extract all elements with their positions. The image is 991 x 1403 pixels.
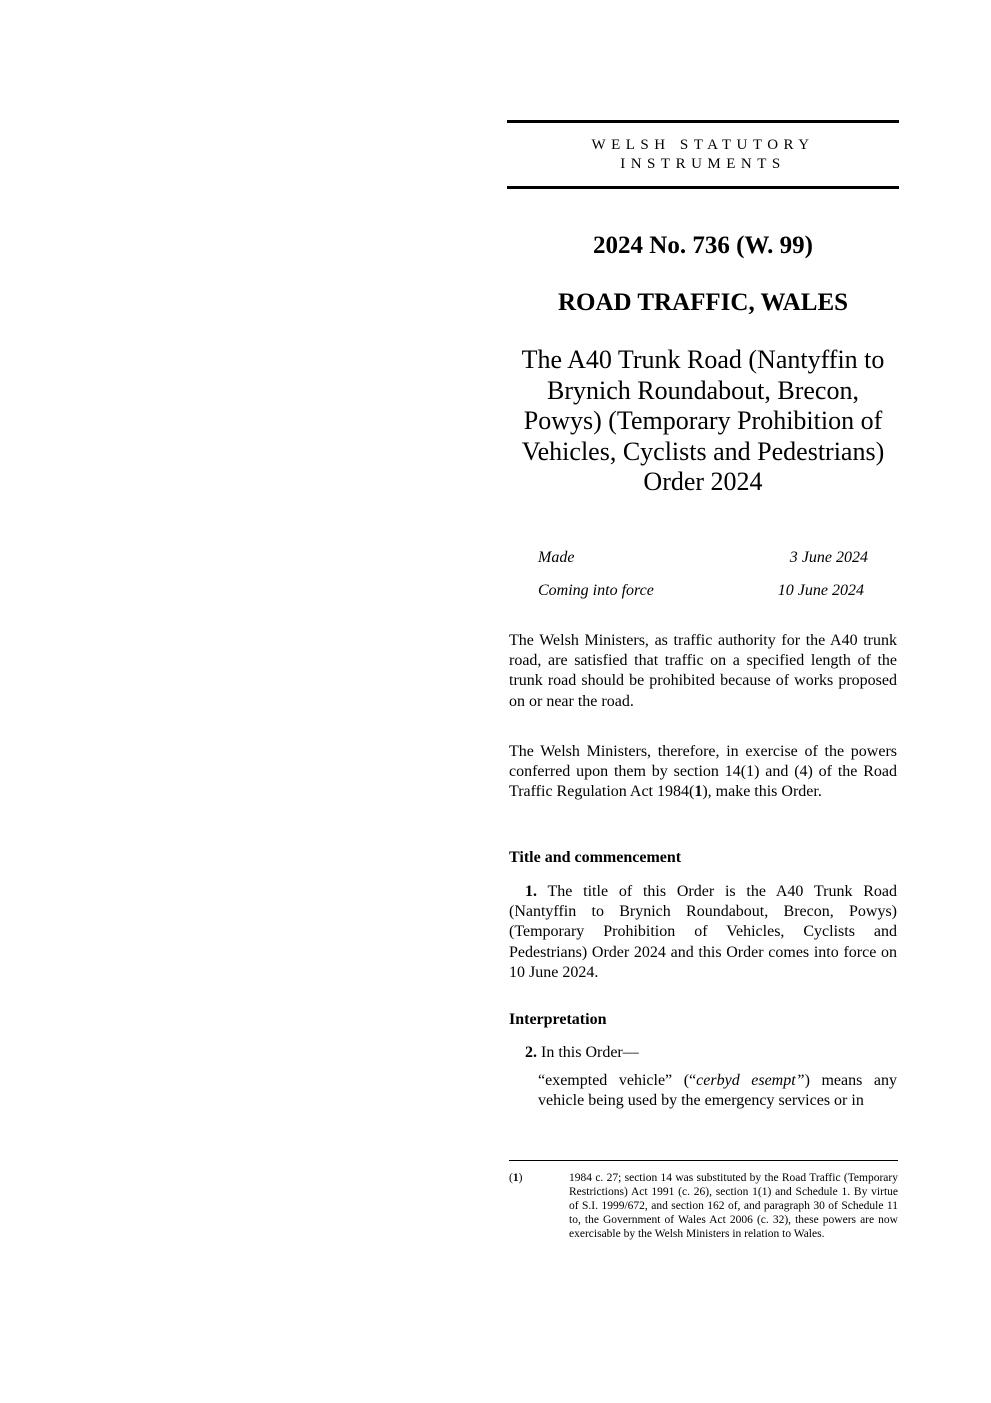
title-line: Brynich Roundabout, Brecon, (547, 375, 859, 405)
footnote-marker-number: 1 (512, 1172, 519, 1184)
definition-term: “exempted vehicle” (“ (538, 1072, 697, 1089)
header-top-rule (507, 120, 899, 123)
header-bottom-rule (507, 186, 899, 189)
definition-welsh-term: cerbyd esempt” (696, 1072, 805, 1089)
preamble-text-2-end: ), make this Order. (702, 783, 822, 801)
section-number: 2. (525, 1044, 537, 1061)
section-heading-title: Title and commencement (509, 849, 682, 866)
series-line-2: INSTRUMENTS (620, 156, 786, 172)
force-row (538, 582, 868, 602)
made-label: Made (538, 549, 575, 566)
section-1-body: The title of this Order is the A40 Trunk Road (Nantyffin to Brynich Roundabout, Brecon, Powys) (Temporary Prohibition of Vehicles, Cyclists and Pedestrians) Order 2024 and this Order comes into force on 10 June 2024. (509, 883, 897, 981)
section-2-text (509, 1043, 897, 1063)
footnote-reference[interactable]: 1 (694, 783, 703, 801)
footnote-marker-open: ( (509, 1172, 513, 1184)
subject-heading: ROAD TRAFFIC, WALES (557, 289, 849, 316)
title-line: The A40 Trunk Road (Nantyffin to (521, 345, 885, 374)
section-heading-interpretation: Interpretation (509, 1011, 607, 1028)
series-line-1: WELSH STATUTORY (591, 137, 815, 153)
preamble-paragraph-2 (509, 742, 897, 803)
section-1-paragraph (509, 882, 897, 983)
preamble-paragraph-1 (509, 631, 897, 712)
footnote-marker (509, 1171, 522, 1185)
definition-body: ) means any vehicle being used by the emergency services or in (538, 1072, 898, 1110)
footnote-separator (509, 1160, 898, 1161)
title-line: Powys) (Temporary Prohibition of (523, 406, 883, 435)
preamble-text-2 (509, 742, 897, 803)
force-date: 10 June 2024 (777, 582, 864, 599)
section-2-paragraph (509, 1043, 897, 1063)
footnote-text: 1984 c. 27; section 14 was substituted by the Road Traffic (Temporary Restrictions) Act 1991 (c. 26), section 1(1) and Schedule 1. By virtue of S.I. 1999/672, and section 162 of, and paragraph 30 of Schedule 11 to, the Government of Wales Act 2006 (c. 32), these powers are now exercisable by the Welsh Ministers in relation to Wales. (569, 1172, 898, 1240)
section-number: 1. (525, 883, 537, 900)
made-date: 3 June 2024 (789, 549, 868, 566)
footnote-marker-close: ) (518, 1172, 523, 1184)
section-2-body: In this Order— (537, 1044, 639, 1061)
section-1-text (509, 882, 897, 983)
title-line: Vehicles, Cyclists and Pedestrians) (521, 436, 885, 466)
si-number: 2024 No. 736 (W. 99) (593, 232, 813, 259)
made-row (538, 549, 868, 569)
definition-exempted-vehicle (538, 1071, 897, 1111)
title-line: Order 2024 (643, 467, 763, 496)
order-title (507, 345, 899, 498)
series-heading (507, 136, 899, 174)
force-label: Coming into force (538, 582, 654, 599)
preamble-text-2-start: The Welsh Ministers, therefore, in exercise of the powers conferred upon them by section 14(1) and (4) of the Road Traffic Regulation Act 1984( (509, 743, 897, 801)
preamble-text-1: The Welsh Ministers, as traffic authority for the A40 trunk road, are satisfied that traffic on a specified length of the trunk road should be prohibited because of works proposed on or near the road. (509, 632, 897, 710)
